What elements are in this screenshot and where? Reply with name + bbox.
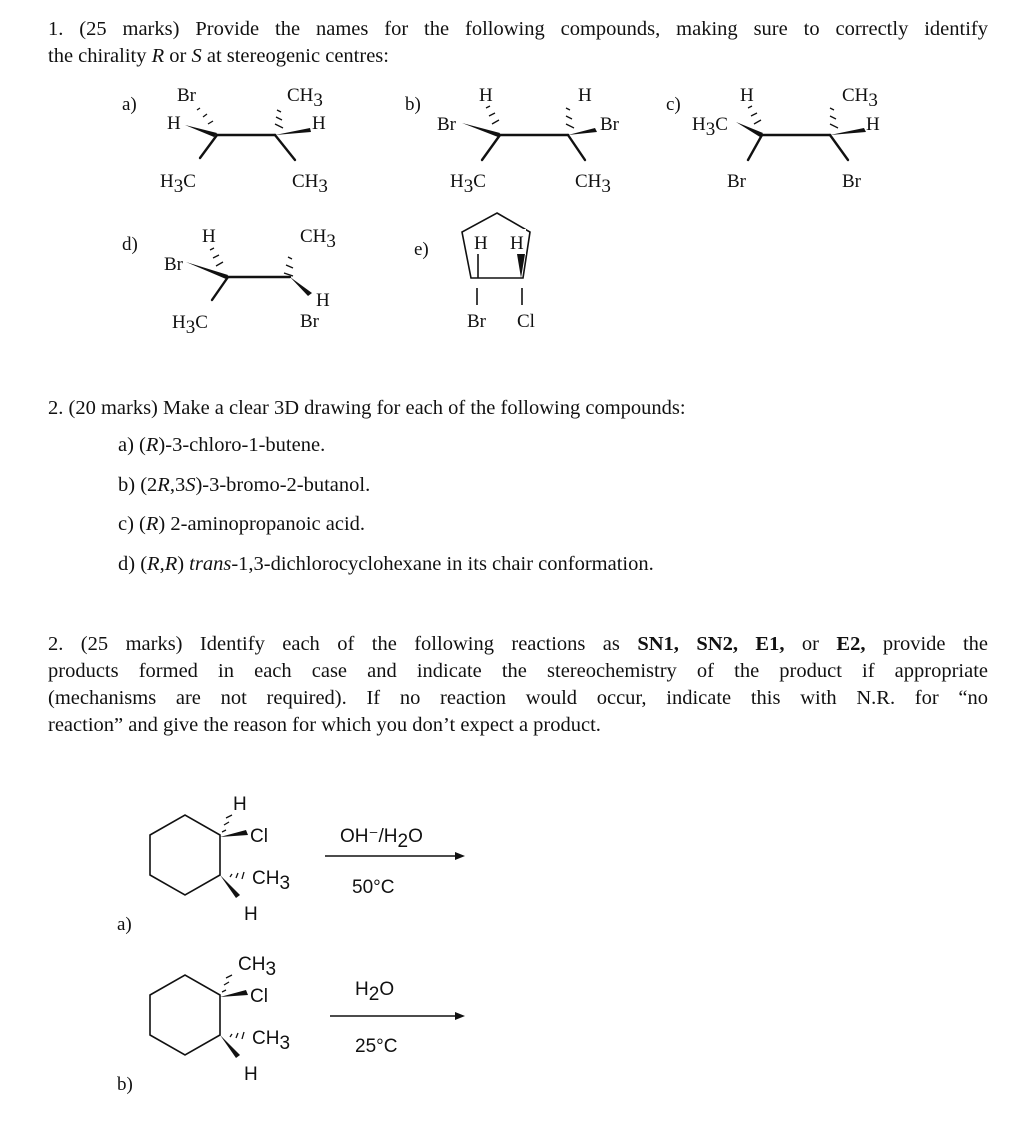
struct-c-right-bottom: Br bbox=[842, 171, 861, 192]
q1-line2-or: or bbox=[169, 45, 187, 67]
struct-a-label: a) bbox=[122, 94, 137, 115]
q1-line1: Provide the names for the following compounds, making sure to correctly identify bbox=[195, 18, 988, 40]
struct-c-left-top2: H3C bbox=[692, 114, 728, 140]
rxn-b-top: CH3 bbox=[238, 954, 277, 980]
struct-c-label: c) bbox=[666, 94, 681, 115]
rxn-b-label: b) bbox=[117, 1074, 133, 1095]
cyclohexane-ring-b bbox=[150, 975, 220, 1055]
rxn-b-cl: Cl bbox=[250, 986, 268, 1007]
struct-d-left-top2: Br bbox=[164, 254, 183, 275]
wedge-bond bbox=[185, 125, 217, 137]
q3-e1: E1, bbox=[755, 633, 785, 655]
structure-e bbox=[414, 213, 535, 332]
struct-d-right-top: CH3 bbox=[300, 226, 336, 252]
q3-line4: reaction” and give the reason for which you don’t expect a product. bbox=[48, 714, 601, 736]
struct-b-right-top: H bbox=[578, 85, 592, 106]
struct-c-left-top: H bbox=[740, 85, 754, 106]
rxn-a-bottom: H bbox=[244, 904, 258, 925]
struct-a-left-bottom: H3C bbox=[160, 171, 196, 197]
reaction-b bbox=[117, 954, 465, 1095]
struct-e-h2: H bbox=[510, 233, 524, 254]
struct-b-left-top2: Br bbox=[437, 114, 456, 135]
struct-c-right-top: CH3 bbox=[842, 85, 878, 111]
struct-b-left-bottom: H3C bbox=[450, 171, 486, 197]
q1-number: 1. bbox=[48, 18, 64, 40]
q3-line2: products formed in each case and indicate the stereochemistry of the product if appropriate bbox=[48, 660, 988, 682]
struct-c-left-bottom: Br bbox=[727, 171, 746, 192]
rxn-b-ch3: CH3 bbox=[252, 1028, 291, 1054]
q2-item-d: d) (R,R) trans-1,3-dichlorocyclohexane in its chair conformation. bbox=[118, 553, 654, 575]
struct-a-right-mid: H bbox=[312, 113, 326, 134]
struct-a-right-top: CH3 bbox=[287, 85, 323, 111]
structure-d bbox=[122, 226, 336, 338]
question-2-heading: 2. (20 marks) Make a clear 3D drawing for each of the following compounds: bbox=[48, 397, 686, 419]
rxn-a-top: H bbox=[233, 794, 247, 815]
q3-e2: E2, bbox=[836, 633, 866, 655]
struct-b-right-mid: Br bbox=[600, 114, 619, 135]
struct-d-right-mid: H bbox=[316, 290, 330, 311]
struct-b-label: b) bbox=[405, 94, 421, 115]
struct-d-right-bottom: Br bbox=[300, 311, 319, 332]
q3-line3: (mechanisms are not required). If no reaction would occur, indicate this with N.R. for “no bbox=[48, 687, 988, 709]
q1-line2-s: S bbox=[191, 45, 202, 67]
structure-c bbox=[666, 85, 880, 192]
rxn-b-bottom: H bbox=[244, 1064, 258, 1085]
q1-line2-post: at stereogenic centres: bbox=[206, 45, 389, 67]
q2-item-b: b) (2R,3S)-3-bromo-2-butanol. bbox=[118, 474, 371, 496]
struct-e-h1: H bbox=[474, 233, 488, 254]
struct-a-left-top2: H bbox=[167, 113, 181, 134]
q1-line2-r: R bbox=[151, 45, 165, 67]
struct-c-right-mid: H bbox=[866, 114, 880, 135]
structure-a bbox=[122, 85, 328, 197]
q3-line1-a: 2. (25 marks) Identify each of the following reactions as bbox=[48, 633, 620, 655]
struct-d-left-top: H bbox=[202, 226, 216, 247]
rxn-a-label: a) bbox=[117, 914, 132, 935]
struct-e-sub1: Br bbox=[467, 311, 486, 332]
struct-a-right-bottom: CH3 bbox=[292, 171, 328, 197]
struct-b-left-top: H bbox=[479, 85, 493, 106]
rxn-a-ch3: CH3 bbox=[252, 868, 291, 894]
rxn-a-cl: Cl bbox=[250, 826, 268, 847]
hash-bond bbox=[197, 108, 213, 124]
rxn-b-condition: 25°C bbox=[355, 1036, 398, 1057]
q2-item-c: c) (R) 2-aminopropanoic acid. bbox=[118, 513, 366, 535]
q1-marks: (25 marks) bbox=[79, 18, 180, 40]
struct-d-label: d) bbox=[122, 234, 138, 255]
question-3-prompt: 2. (25 marks) Identify each of the following reactions as SN1, SN2, E1, or E2, provide the products formed in each case and indicate the stereochemistry of the product if appropriate (mechanisms are not required). If no reaction would occur, indicate this with N.R. for “no reaction” and give the reason for which you don’t expect a product. bbox=[48, 631, 988, 739]
struct-e-sub2: Cl bbox=[517, 311, 535, 332]
rxn-b-reagent: H2O bbox=[355, 979, 395, 1005]
reaction-a bbox=[117, 794, 465, 935]
struct-e-label: e) bbox=[414, 239, 429, 260]
cyclohexane-ring-a bbox=[150, 815, 220, 895]
rxn-a-condition: 50°C bbox=[352, 877, 395, 898]
q3-sn2: SN2, bbox=[696, 633, 738, 655]
struct-a-left-top: Br bbox=[177, 85, 196, 106]
struct-b-right-bottom: CH3 bbox=[575, 171, 611, 197]
structure-b bbox=[405, 85, 620, 197]
rxn-a-reagent: OH⁻/H2O bbox=[340, 826, 423, 852]
q2-item-a: a) (R)-3-chloro-1-butene. bbox=[118, 434, 326, 456]
struct-d-left-bottom: H3C bbox=[172, 312, 208, 338]
q3-sn1: SN1, bbox=[637, 633, 679, 655]
q1-line2-pre: the chirality bbox=[48, 45, 147, 67]
